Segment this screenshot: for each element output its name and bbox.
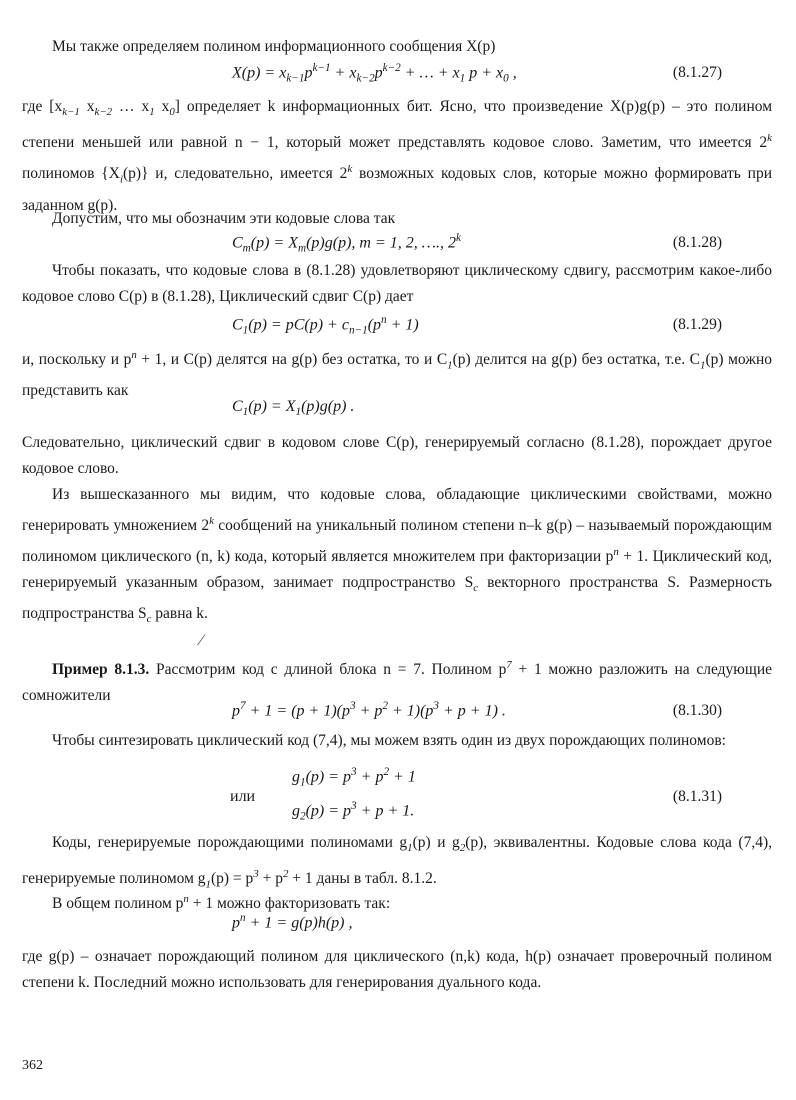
equation-g1: $g_1(p) = p^3 + p^2 + 1$	[292, 766, 416, 789]
paragraph-4: Чтобы показать, что кодовые слова в (8.1.28) удовлетворяют циклическому сдвигу, рассмотрим какое-либо кодовое слово C(p) в (8.1.28), Циклический сдвиг C(p) дает	[22, 262, 772, 305]
equation-number-8-1-27: (8.1.27)	[672, 64, 722, 81]
equation-factorization: $p^n + 1 = g(p)h(p)$ ,	[232, 912, 353, 932]
equation-or: или	[230, 788, 256, 805]
equation-8-1-28: $C_m(p) = X_m(p)g(p)$, m = 1, 2, …., 2$^k$	[232, 232, 461, 255]
equation-number-8-1-31: (8.1.31)	[672, 788, 722, 805]
equation-8-1-30: $p^7 + 1 = (p + 1)(p^3 + p^2 + 1)(p^3 + p + 1)$ .	[232, 700, 506, 720]
example-text: Рассмотрим код с длиной блока n = 7. Полином $p^7 + 1$ можно разложить на следующие сомножители	[22, 659, 773, 705]
page-number: 362	[22, 1058, 43, 1073]
equation-number-8-1-29: (8.1.29)	[672, 316, 722, 333]
equation-c1: $C_1(p) = X_1(p)g(p)$ .	[232, 398, 355, 419]
equation-8-1-27: $X(p) = x_{k-1}p^{k-1} + x_{k-2}p^{k-2}$ + … + $x_1$ $p + x_0$ ,	[232, 62, 517, 85]
paragraph-1: Мы также определяем полином информационного сообщения X(p)	[52, 38, 496, 55]
equation-number-8-1-28: (8.1.28)	[672, 234, 722, 251]
paragraph-11: В общем полином $p^n + 1$ можно факторизовать так:	[52, 893, 391, 913]
paragraph-6: Следовательно, циклический сдвиг в кодовом слове C(p), генерируемый согласно (8.1.28), порождает другое кодовое слово.	[22, 434, 772, 477]
paragraph-10: Коды, генерируемые порождающими полиномами $g_1(p)$ и $g_2(p)$, эквивалентны. Кодовые слова кода (7,4), генерируемые полиномом $g_1(p) = p^3 + p^2 + 1$ даны в табл. 8.1.2.	[22, 834, 772, 891]
paragraph-12: где g(p) – означает порождающий полином для циклического (n,k) кода, h(p) означает проверочный полином степени k. Последний можно использовать для генерирования дуального кода.	[22, 948, 772, 991]
paragraph-3: Допустим, что мы обозначим эти кодовые слова так	[52, 210, 396, 227]
handwritten-mark: ⁄	[200, 632, 203, 649]
paragraph-9: Чтобы синтезировать циклический код (7,4), мы можем взять один из двух порождающих полиномов:	[52, 732, 726, 749]
paragraph-5: и, поскольку и $p^n + 1$, и C(p) делятся на g(p) без остатка, то и $C_1(p)$ делится на g(p) без остатка, т.е. $C_1(p)$ можно представить как	[22, 349, 773, 400]
paragraph-7: Из вышесказанного мы видим, что кодовые слова, обладающие циклическими свойствами, можно генерировать умножением 2$^k$ сообщений на уникальный полином степени n–k g(p) – называемый порождающим полиномом циклического (n, k) кода, который является множителем при факторизации $p^n + 1$. Циклический код, генерируемый указанным образом, занимает подпространство $S_c$ векторного пространства S. Размерность подпространства $S_c$ равна k.	[22, 486, 772, 626]
equation-8-1-29: $C_1(p) = pC(p) + c_{n-1}(p^n + 1)$	[232, 314, 419, 337]
equation-number-8-1-30: (8.1.30)	[672, 702, 722, 719]
paragraph-2: где [$x_{k-1}$ $x_{k-2}$ … $x_1$ $x_0$] определяет k информационных бит. Ясно, что произведение X(p)g(p) – это полином степени меньшей или равной n − 1, который может представлять кодовое слово. Заметим, что имеется 2$^k$ полиномов $\{X_i(p)\}$ и, следовательно, имеется 2$^k$ возможных кодовых слов, которые можно формировать при заданном g(p).	[22, 98, 773, 214]
example-label: Пример 8.1.3.	[52, 661, 150, 679]
equation-g2: $g_2(p) = p^3 + p + 1$.	[292, 800, 415, 823]
